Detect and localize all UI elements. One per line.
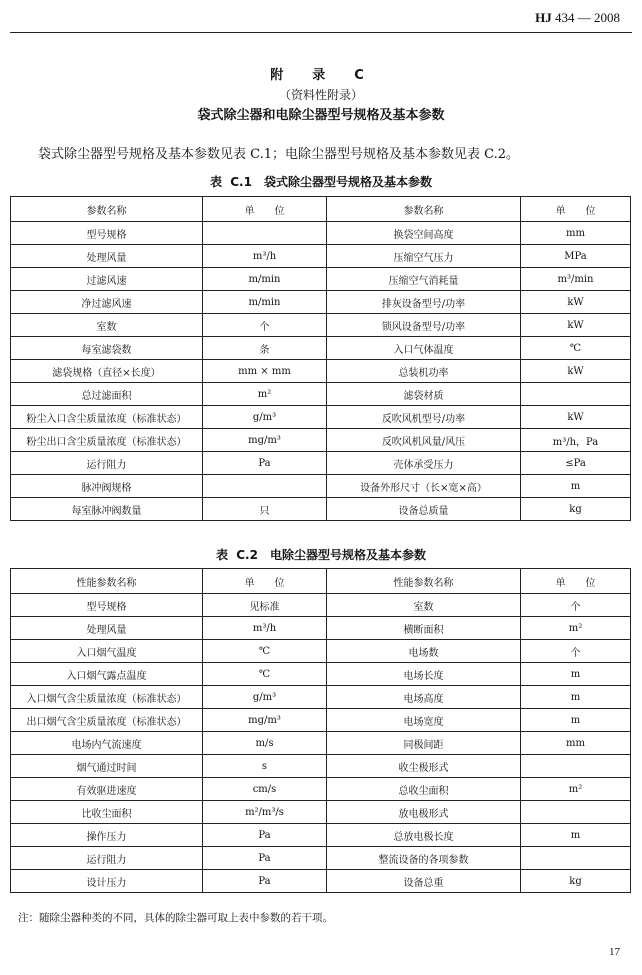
unit-cell (521, 801, 631, 824)
parameter-name-cell: 烟气通过时间 (11, 755, 203, 778)
table-row (11, 663, 631, 686)
unit-cell: 只 (203, 498, 327, 521)
parameter-name-cell: 总放电极长度 (327, 824, 521, 847)
intro-paragraph: 袋式除尘器型号规格及基本参数见表 C.1；电除尘器型号规格及基本参数见表 C.2。 (38, 147, 520, 162)
parameter-name-cell: 有效驱进速度 (11, 778, 203, 801)
parameter-name-cell: 整流设备的各项参数 (327, 847, 521, 870)
appendix-heading: 附 录 C (270, 68, 372, 83)
electrostatic-precipitator-table (10, 568, 631, 893)
table-row (11, 847, 631, 870)
unit-cell: kW (521, 291, 631, 314)
unit-cell: ℃ (203, 663, 327, 686)
parameter-name-cell: 锁风设备型号/功率 (327, 314, 521, 337)
unit-cell: kg (521, 498, 631, 521)
table-row (11, 824, 631, 847)
unit-cell: m³/min (521, 268, 631, 291)
parameter-name-cell: 每室滤袋数 (11, 337, 203, 360)
unit-cell: m³/h，Pa (521, 429, 631, 452)
parameter-name-cell: 处理风量 (11, 245, 203, 268)
parameter-name-cell: 滤袋材质 (327, 383, 521, 406)
column-header: 单 位 (203, 569, 327, 594)
parameter-name-cell: 室数 (11, 314, 203, 337)
table-row (11, 406, 631, 429)
column-header: 单 位 (521, 569, 631, 594)
parameter-name-cell: 换袋空间高度 (327, 222, 521, 245)
table-row (11, 452, 631, 475)
unit-cell: mg/m³ (203, 709, 327, 732)
unit-cell (521, 383, 631, 406)
parameter-name-cell: 净过滤风速 (11, 291, 203, 314)
parameter-name-cell: 总收尘面积 (327, 778, 521, 801)
table-row (11, 778, 631, 801)
table-header-row (11, 569, 631, 594)
parameter-name-cell: 入口烟气含尘质量浓度（标准状态） (11, 686, 203, 709)
parameter-name-cell: 粉尘出口含尘质量浓度（标准状态） (11, 429, 203, 452)
unit-cell: Pa (203, 452, 327, 475)
parameter-name-cell: 室数 (327, 594, 521, 617)
standard-number: 434 — 2008 (555, 10, 620, 25)
table-row (11, 801, 631, 824)
unit-cell: mm (521, 222, 631, 245)
unit-cell: m³/h (203, 617, 327, 640)
unit-cell: m (521, 475, 631, 498)
unit-cell: m/min (203, 291, 327, 314)
parameter-name-cell: 运行阻力 (11, 452, 203, 475)
parameter-name-cell: 反吹风机风量/风压 (327, 429, 521, 452)
page-number: 17 (609, 946, 620, 958)
table-header-row (11, 197, 631, 222)
column-header: 参数名称 (327, 197, 521, 222)
unit-cell: 个 (203, 314, 327, 337)
unit-cell: m²/m³/s (203, 801, 327, 824)
header-rule (10, 32, 632, 33)
unit-cell: m (521, 709, 631, 732)
parameter-name-cell: 滤袋规格（直径×长度） (11, 360, 203, 383)
parameter-name-cell: 电场高度 (327, 686, 521, 709)
unit-cell: kW (521, 406, 631, 429)
parameter-name-cell: 每室脉冲阀数量 (11, 498, 203, 521)
unit-cell: m² (203, 383, 327, 406)
table-row (11, 383, 631, 406)
parameter-name-cell: 压缩空气压力 (327, 245, 521, 268)
table-row (11, 709, 631, 732)
parameter-name-cell: 脉冲阀规格 (11, 475, 203, 498)
table-row (11, 755, 631, 778)
table-row (11, 640, 631, 663)
parameter-name-cell: 出口烟气含尘质量浓度（标准状态） (11, 709, 203, 732)
table-row (11, 594, 631, 617)
table-row (11, 475, 631, 498)
parameter-name-cell: 电场长度 (327, 663, 521, 686)
unit-cell: m² (521, 778, 631, 801)
unit-cell: Pa (203, 847, 327, 870)
unit-cell: kg (521, 870, 631, 893)
table-row (11, 222, 631, 245)
table-row (11, 291, 631, 314)
appendix-type: （资料性附录） (278, 88, 363, 102)
parameter-name-cell: 电场数 (327, 640, 521, 663)
unit-cell (203, 222, 327, 245)
unit-cell: m³/h (203, 245, 327, 268)
unit-cell: g/m³ (203, 406, 327, 429)
table-row (11, 686, 631, 709)
unit-cell: 条 (203, 337, 327, 360)
parameter-name-cell: 处理风量 (11, 617, 203, 640)
unit-cell: ℃ (521, 337, 631, 360)
parameter-name-cell: 过滤风速 (11, 268, 203, 291)
unit-cell: ≤Pa (521, 452, 631, 475)
parameter-name-cell: 横断面积 (327, 617, 521, 640)
document-code (535, 10, 620, 26)
parameter-name-cell: 入口烟气温度 (11, 640, 203, 663)
table-row (11, 429, 631, 452)
table-row (11, 337, 631, 360)
unit-cell: m² (521, 617, 631, 640)
parameter-name-cell: 型号规格 (11, 222, 203, 245)
unit-cell: kW (521, 360, 631, 383)
column-header: 性能参数名称 (11, 569, 203, 594)
unit-cell: g/m³ (203, 686, 327, 709)
column-header: 单 位 (203, 197, 327, 222)
parameter-name-cell: 压缩空气消耗量 (327, 268, 521, 291)
unit-cell: m/min (203, 268, 327, 291)
table-row (11, 268, 631, 291)
parameter-name-cell: 反吹风机型号/功率 (327, 406, 521, 429)
table-row (11, 870, 631, 893)
parameter-name-cell: 入口气体温度 (327, 337, 521, 360)
parameter-name-cell: 收尘极形式 (327, 755, 521, 778)
parameter-name-cell: 总过滤面积 (11, 383, 203, 406)
unit-cell: kW (521, 314, 631, 337)
unit-cell: mm × mm (203, 360, 327, 383)
unit-cell: 见标准 (203, 594, 327, 617)
unit-cell: Pa (203, 870, 327, 893)
column-header: 性能参数名称 (327, 569, 521, 594)
parameter-name-cell: 壳体承受压力 (327, 452, 521, 475)
unit-cell: MPa (521, 245, 631, 268)
appendix-title: 袋式除尘器和电除尘器型号规格及基本参数 (197, 108, 445, 123)
bag-filter-table (10, 196, 631, 521)
unit-cell: s (203, 755, 327, 778)
table-row (11, 314, 631, 337)
unit-cell: m (521, 663, 631, 686)
parameter-name-cell: 设备总重 (327, 870, 521, 893)
table2-caption: 表 C.2 电除尘器型号规格及基本参数 (216, 548, 426, 562)
parameter-name-cell: 排灰设备型号/功率 (327, 291, 521, 314)
unit-cell: ℃ (203, 640, 327, 663)
unit-cell: mg/m³ (203, 429, 327, 452)
unit-cell (203, 475, 327, 498)
parameter-name-cell: 电场内气流速度 (11, 732, 203, 755)
unit-cell: 个 (521, 640, 631, 663)
parameter-name-cell: 设计压力 (11, 870, 203, 893)
table-row (11, 360, 631, 383)
unit-cell: m/s (203, 732, 327, 755)
table-row (11, 245, 631, 268)
column-header: 单 位 (521, 197, 631, 222)
table1-caption: 表 C.1 袋式除尘器型号规格及基本参数 (210, 175, 432, 189)
parameter-name-cell: 设备总质量 (327, 498, 521, 521)
column-header: 参数名称 (11, 197, 203, 222)
unit-cell: m (521, 686, 631, 709)
parameter-name-cell: 同极间距 (327, 732, 521, 755)
parameter-name-cell: 粉尘入口含尘质量浓度（标准状态） (11, 406, 203, 429)
unit-cell (521, 755, 631, 778)
parameter-name-cell: 入口烟气露点温度 (11, 663, 203, 686)
unit-cell: Pa (203, 824, 327, 847)
parameter-name-cell: 放电极形式 (327, 801, 521, 824)
unit-cell (521, 847, 631, 870)
parameter-name-cell: 电场宽度 (327, 709, 521, 732)
parameter-name-cell: 比收尘面积 (11, 801, 203, 824)
unit-cell: 个 (521, 594, 631, 617)
table-row (11, 498, 631, 521)
unit-cell: m (521, 824, 631, 847)
table-row (11, 617, 631, 640)
parameter-name-cell: 总装机功率 (327, 360, 521, 383)
unit-cell: mm (521, 732, 631, 755)
parameter-name-cell: 设备外形尺寸（长×宽×高） (327, 475, 521, 498)
table-note: 注：随除尘器种类的不同，具体的除尘器可取上表中参数的若干项。 (18, 912, 333, 924)
parameter-name-cell: 型号规格 (11, 594, 203, 617)
parameter-name-cell: 运行阻力 (11, 847, 203, 870)
parameter-name-cell: 操作压力 (11, 824, 203, 847)
standard-prefix: HJ (535, 10, 552, 25)
table-row (11, 732, 631, 755)
unit-cell: cm/s (203, 778, 327, 801)
appendix-title-block (0, 66, 642, 127)
